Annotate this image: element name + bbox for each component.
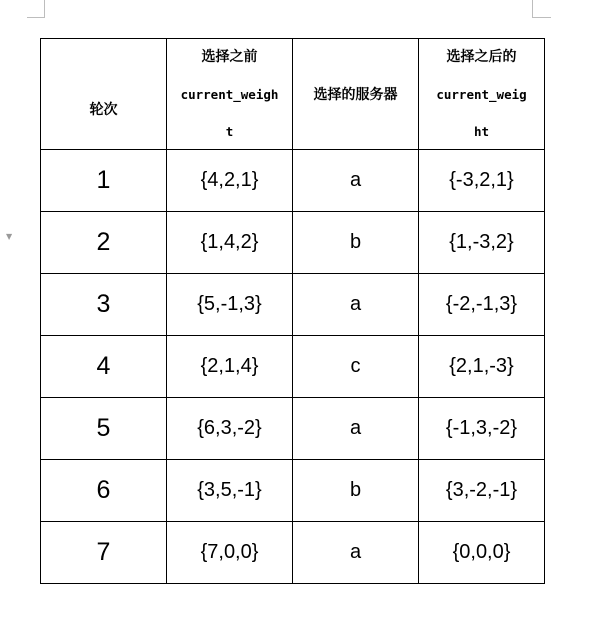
header-after-line-3: ht — [473, 123, 490, 139]
before-weight-cell: {7,0,0} — [167, 522, 293, 584]
header-round-label: 轮次 — [89, 102, 118, 118]
table-row — [41, 212, 545, 274]
round-cell: 6 — [41, 460, 167, 522]
header-after-line-1: 选择之后的 — [446, 48, 517, 65]
round-cell: 5 — [41, 398, 167, 460]
header-before-line-1: 选择之前 — [201, 48, 258, 65]
server-cell: a — [293, 274, 419, 336]
round-cell: 4 — [41, 336, 167, 398]
crop-mark-top-right — [532, 0, 551, 18]
header-before-line-3: t — [225, 123, 234, 139]
crop-mark-top-left — [27, 0, 45, 18]
table-row — [41, 398, 545, 460]
weight-table — [40, 38, 545, 584]
before-weight-cell: {4,2,1} — [167, 150, 293, 212]
after-weight-cell: {-2,-1,3} — [419, 274, 545, 336]
before-weight-cell: {1,4,2} — [167, 212, 293, 274]
after-weight-cell: {1,-3,2} — [419, 212, 545, 274]
header-round — [41, 39, 167, 150]
table-row — [41, 274, 545, 336]
before-weight-cell: {3,5,-1} — [167, 460, 293, 522]
before-weight-cell: {2,1,4} — [167, 336, 293, 398]
before-weight-cell: {5,-1,3} — [167, 274, 293, 336]
after-weight-cell: {3,-2,-1} — [419, 460, 545, 522]
server-cell: c — [293, 336, 419, 398]
server-cell: b — [293, 460, 419, 522]
table-header-row — [41, 39, 545, 150]
server-cell: a — [293, 150, 419, 212]
round-cell: 1 — [41, 150, 167, 212]
header-after-line-2: current_weig — [436, 86, 527, 102]
after-weight-cell: {-1,3,-2} — [419, 398, 545, 460]
header-server-label: 选择的服务器 — [313, 87, 398, 103]
table-row — [41, 336, 545, 398]
after-weight-cell: {0,0,0} — [419, 522, 545, 584]
header-server — [293, 39, 419, 150]
table-row — [41, 522, 545, 584]
server-cell: a — [293, 398, 419, 460]
after-weight-cell: {-3,2,1} — [419, 150, 545, 212]
table-row — [41, 150, 545, 212]
header-before-line-2: current_weigh — [180, 86, 279, 102]
header-after — [419, 39, 545, 150]
paragraph-marker-icon: ▼ — [6, 232, 13, 241]
round-cell: 7 — [41, 522, 167, 584]
server-cell: b — [293, 212, 419, 274]
round-cell: 2 — [41, 212, 167, 274]
after-weight-cell: {2,1,-3} — [419, 336, 545, 398]
server-cell: a — [293, 522, 419, 584]
table-row — [41, 460, 545, 522]
round-cell: 3 — [41, 274, 167, 336]
header-before — [167, 39, 293, 150]
before-weight-cell: {6,3,-2} — [167, 398, 293, 460]
